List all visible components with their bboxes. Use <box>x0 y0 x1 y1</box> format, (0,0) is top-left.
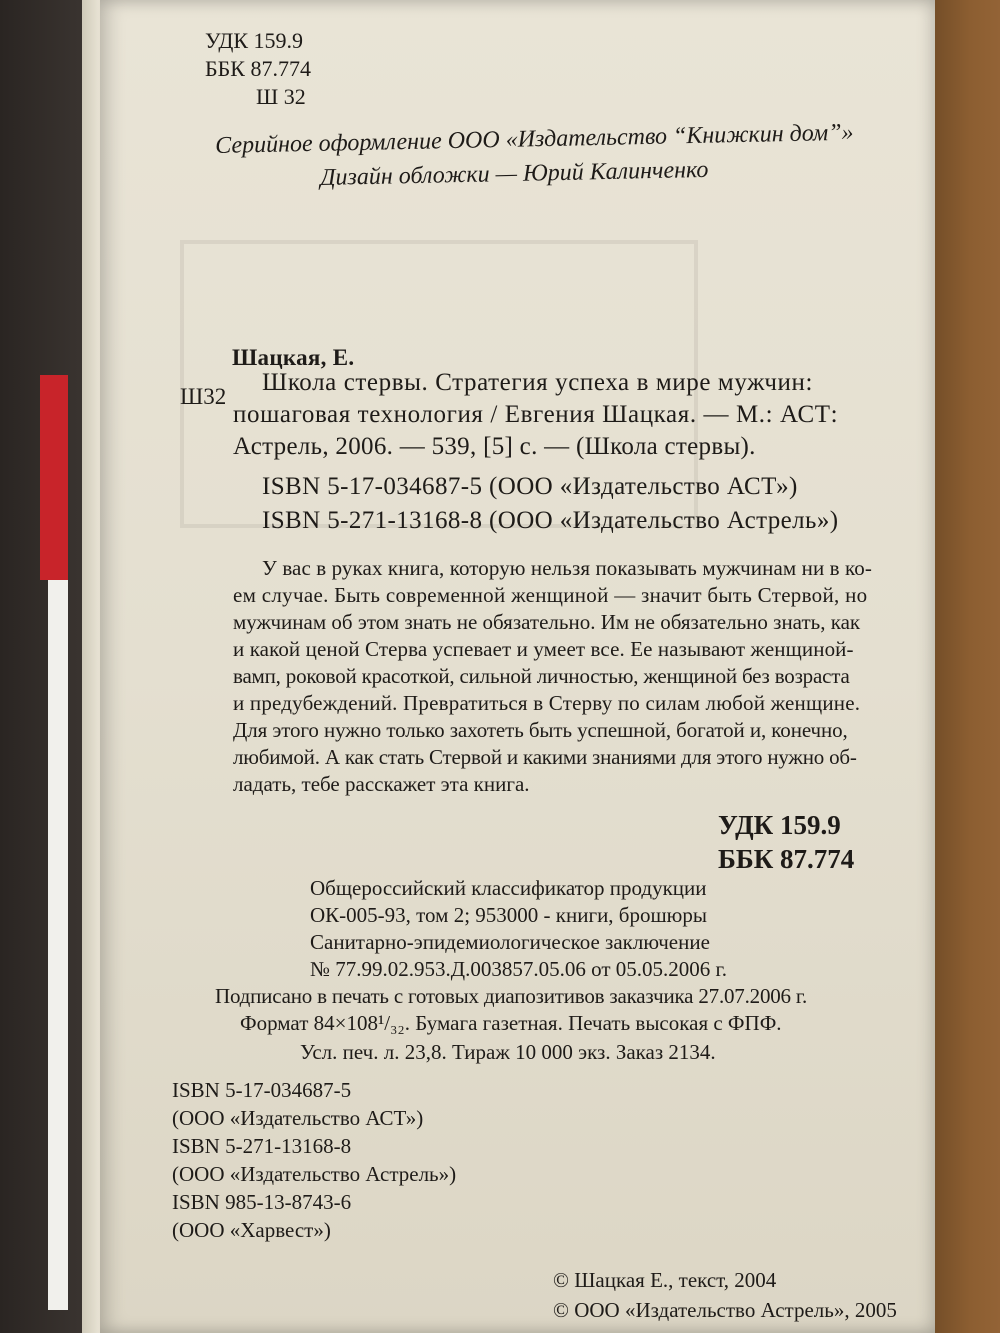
classification-line: Общероссийский классификатор продукции <box>310 876 707 900</box>
author-cipher-top: Ш 32 <box>256 84 306 109</box>
udk-code-top: УДК 159.9 <box>205 28 304 53</box>
annotation-line: и предубеждений. Превратиться в Стерву по силам любой женщине. <box>233 691 861 715</box>
cover-design-credit: Дизайн обложки — Юрий Калинченко <box>319 156 709 191</box>
classification-line: ОК-005-93, том 2; 953000 - книги, брошюры <box>310 903 707 927</box>
annotation-line: ем случае. Быть современной женщиной — значит быть Стервой, но <box>233 583 868 607</box>
paper-format: Формат 84×108¹/₃₂. Бумага газетная. Печать высокая с ФПФ. <box>240 1011 782 1035</box>
cover-red-stripe <box>40 375 68 580</box>
isbn-list-item: (ООО «Издательство АСТ») <box>172 1106 424 1130</box>
annotation-line: Для этого нужно только захотеть быть успешной, богатой и, конечно, <box>233 718 848 742</box>
bibliography-line: пошаговая технология / Евгения Шацкая. — М.: АСТ: <box>233 401 839 428</box>
isbn-list-item: ISBN 5-271-13168-8 <box>172 1134 352 1158</box>
classification-line: № 77.99.02.953.Д.003857.05.06 от 05.05.2006 г. <box>310 957 728 981</box>
annotation-line: мужчинам об этом знать не обязательно. Им не обязательно знать, как <box>233 610 861 634</box>
isbn-line: ISBN 5-271-13168-8 (ООО «Издательство Астрель») <box>262 507 839 534</box>
isbn-line: ISBN 5-17-034687-5 (ООО «Издательство АСТ») <box>262 473 798 500</box>
isbn-list-item: ISBN 5-17-034687-5 <box>172 1078 352 1102</box>
annotation-line: вамп, роковой красоткой, сильной личностью, женщиной без возраста <box>233 664 850 688</box>
table-right <box>925 0 1000 1333</box>
cover-white-stripe <box>48 580 68 1310</box>
classification-line: Санитарно-эпидемиологическое заключение <box>310 930 710 954</box>
signed-to-print: Подписано в печать с готовых диапозитивов заказчика 27.07.2006 г. <box>215 984 808 1008</box>
author-cipher: Ш32 <box>180 384 227 409</box>
annotation-line: ладать, тебе расскажет эта книга. <box>233 772 530 796</box>
udk-code: УДК 159.9 <box>718 810 841 840</box>
annotation-line: любимой. А как стать Стервой и какими знаниями для этого нужно об- <box>233 745 857 769</box>
copyright-line: © Шацкая Е., текст, 2004 <box>553 1268 777 1292</box>
series-design-credit: Серийное оформление ООО «Издательство “Книжкин дом”» <box>214 119 854 159</box>
bibliography-line: Астрель, 2006. — 539, [5] с. — (Школа стервы). <box>233 433 756 460</box>
author-name: Шацкая, Е. <box>232 345 355 370</box>
annotation-line: У вас в руках книга, которую нельзя показывать мужчинам ни в ко- <box>262 556 872 580</box>
annotation-line: и какой ценой Стерва успевает и умеет все. Ее называют женщиной- <box>233 637 854 661</box>
isbn-list-item: (ООО «Издательство Астрель») <box>172 1162 457 1186</box>
isbn-list-item: ISBN 985-13-8743-6 <box>172 1190 352 1214</box>
isbn-list-item: (ООО «Харвест») <box>172 1218 331 1242</box>
copyright-line: © ООО «Издательство Астрель», 2005 <box>553 1298 897 1322</box>
bbk-code: ББК 87.774 <box>718 844 855 874</box>
bbk-code-top: ББК 87.774 <box>205 56 311 81</box>
bibliography-line: Школа стервы. Стратегия успеха в мире мужчин: <box>262 369 814 396</box>
print-run: Усл. печ. л. 23,8. Тираж 10 000 экз. Заказ 2134. <box>300 1040 716 1064</box>
